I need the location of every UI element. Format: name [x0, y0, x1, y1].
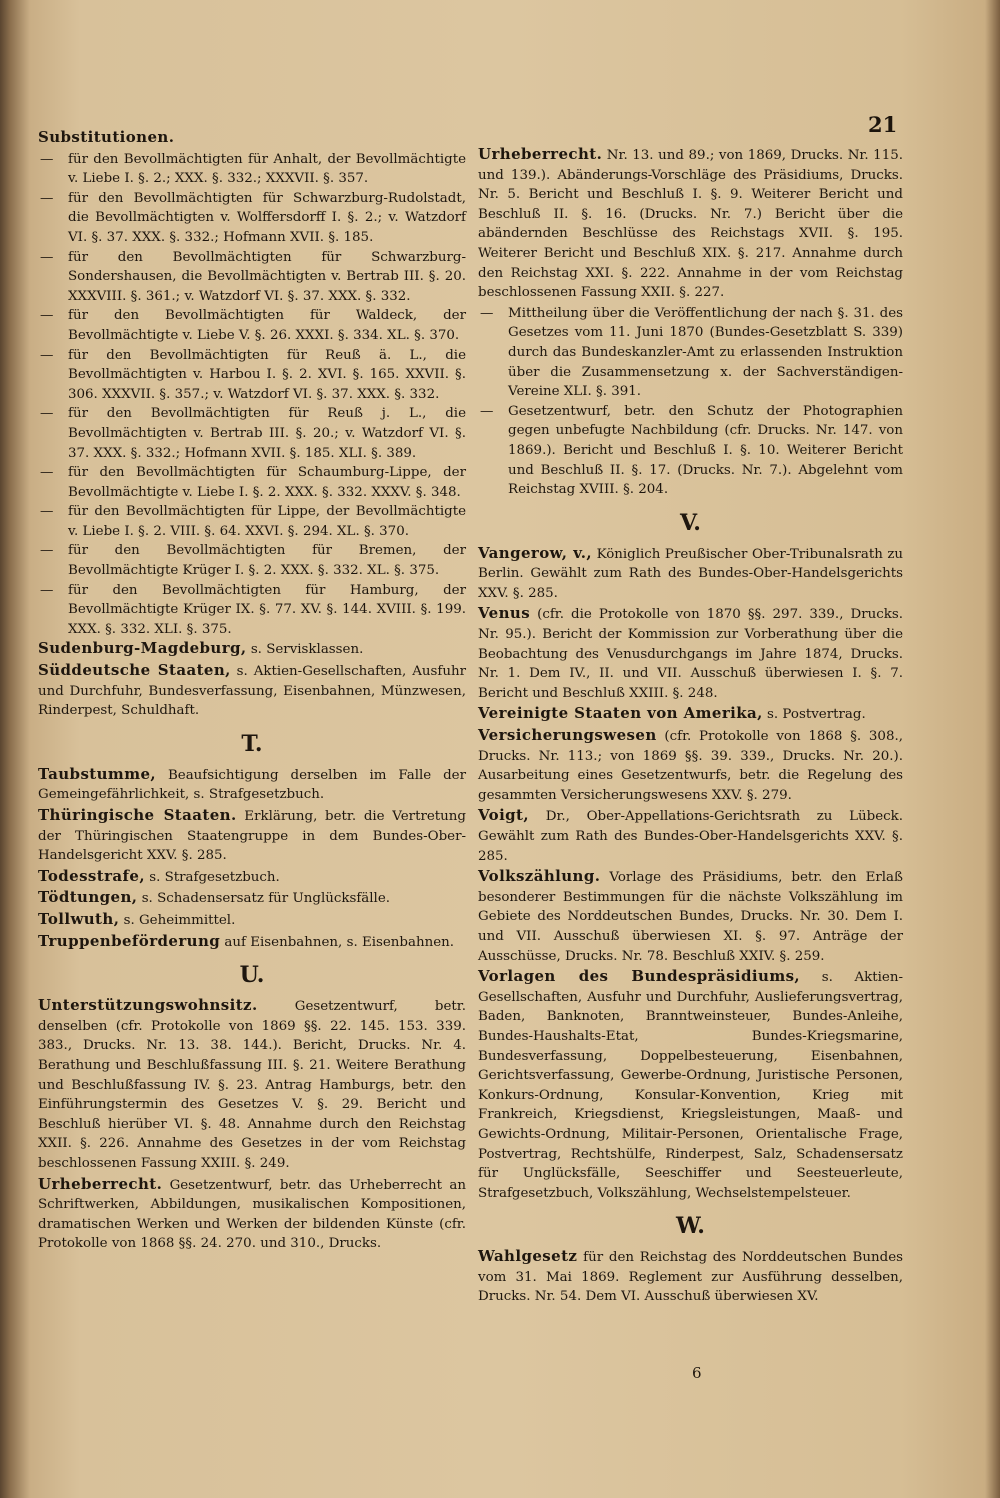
entry-headword: Vorlagen des Bundespräsidiums,	[478, 967, 801, 986]
index-entry	[38, 128, 466, 149]
subentry-dash: —	[40, 465, 54, 481]
entry-text: (cfr. die Protokolle von 1870 §§. 297. 339., Drucks. Nr. 95.). Bericht der Kommission zur Vorberathung über die Beobachtung des Venusdurchgangs im Jahre 1874, Drucks. Nr. 1. Dem IV., II. und VII. Ausschuß überwiesen I. §. 7. Bericht und Beschluß XXIII. §. 248.	[478, 607, 903, 701]
entry-text: s. Postvertrag.	[767, 707, 866, 723]
index-entry	[38, 888, 466, 909]
subentry-text: für den Bevollmächtigten für Lippe, der Bevollmächtigte v. Liebe I. §. 2. VIII. §. 64. XXVI. §. 294. XL. §. 370.	[68, 504, 466, 539]
entry-headword: Voigt,	[478, 806, 530, 825]
entry-headword: Versicherungswesen	[478, 726, 657, 745]
subentry-dash: —	[40, 347, 54, 363]
index-subentry	[40, 502, 466, 541]
subentry-dash: —	[40, 582, 54, 598]
entry-headword: Tödtungen,	[38, 888, 138, 907]
entry-headword: Tollwuth,	[38, 909, 120, 928]
index-subentry	[40, 581, 466, 640]
entry-text: auf Eisenbahnen, s. Eisenbahnen.	[224, 934, 455, 950]
subentry-text: für den Bevollmächtigten für Bremen, der Bevollmächtigte Krüger I. §. 2. XXX. §. 332. XL. §. 375.	[68, 543, 466, 579]
section-letter-heading: V.	[680, 509, 701, 536]
entry-text: Dr., Ober-Appellations-Gerichtsrath zu Lübeck. Gewählt zum Rath des Bundes-Ober-Handelsgerichts XXV. §. 285.	[478, 809, 903, 864]
entry-headword: Taubstumme,	[38, 764, 157, 783]
subentry-text: für den Bevollmächtigten für Schwarzburg-Rudolstadt, die Bevollmächtigten v. Wolffersdorff I. §. 2.; v. Watzdorf VI. §. 37. XXX. §. 332.; Hofmann XVII. §. 185.	[68, 190, 466, 245]
index-entry	[38, 806, 466, 866]
index-subentry	[40, 150, 466, 189]
index-entry	[478, 704, 903, 725]
entry-text: s. Strafgesetzbuch.	[149, 869, 280, 885]
subentry-dash: —	[40, 190, 54, 206]
entry-text: Vorlage des Präsidiums, betr. den Erlaß besonderer Bestimmungen für die nächste Volkszählung im Gebiete des Norddeutschen Bundes, Drucks. Nr. 30. Dem I. und VII. Ausschuß überwiesen XI. §. 97. Anträge der Ausschüsse, Drucks. Nr. 78. Beschluß XXIV. §. 259.	[478, 870, 903, 964]
index-subentry	[40, 189, 466, 248]
page-number: 21	[868, 112, 898, 137]
subentry-text: Gesetzentwurf, betr. den Schutz der Photographien gegen unbefugte Nachbildung (cfr. Drucks. Nr. 147. von 1869.). Bericht und Beschluß I. §. 10. Weiterer Bericht und Beschluß II. §. 17. (Drucks. Nr. 7.). Abgelehnt vom Reichstag XVIII. §. 204.	[508, 403, 903, 498]
subentry-dash: —	[40, 308, 54, 324]
index-subentry	[40, 404, 466, 463]
index-entry	[478, 967, 903, 1203]
entry-text: s. Geheimmittel.	[123, 912, 236, 928]
entry-text: s. Servisklassen.	[250, 642, 364, 658]
subentry-text: Mittheilung über die Veröffentlichung der nach §. 31. des Gesetzes vom 11. Juni 1870 (Bundes-Gesetzblatt S. 339) durch das Bundeskanzler-Amt zu erlassenden Instruktion über die Zusammensetzung x. der Sachverständigen-Vereine XLI. §. 391.	[508, 305, 903, 400]
entry-headword: Süddeutsche Staaten,	[38, 661, 231, 680]
subentry-text: für den Bevollmächtigten für Hamburg, der Bevollmächtigte Krüger IX. §. 77. XV. §. 144. XVIII. §. 199. XXX. §. 332. XLI. §. 375.	[68, 582, 466, 637]
index-entry	[38, 910, 466, 931]
index-entry	[38, 867, 466, 888]
index-entry	[38, 1175, 466, 1254]
index-entry	[38, 639, 466, 660]
index-entry	[38, 932, 466, 953]
subentry-dash: —	[40, 406, 54, 422]
entry-text: (cfr. Protokolle von 1868 §. 308., Drucks. Nr. 113.; von 1869 §§. 39. 339., Drucks. Nr. 20.). Ausarbeitung eines Gesetzentwurfs, betr. die Regelung des gesammten Versicherungswesens XXV. §. 279.	[478, 729, 903, 803]
index-entry	[38, 996, 466, 1173]
index-entry	[478, 145, 903, 303]
index-entry	[38, 765, 466, 805]
entry-headword: Vangerow, v.,	[478, 543, 593, 562]
entry-headword: Thüringische Staaten.	[38, 806, 237, 824]
index-entry	[38, 661, 466, 721]
index-subentry	[40, 463, 466, 502]
index-subentry	[40, 248, 466, 307]
subentry-dash: —	[480, 403, 494, 419]
entry-text: Gesetzentwurf, betr. das Urheberrecht an Schriftwerken, Abbildungen, musikalischen Kompositionen, dramatischen Werken und Werken der bildenden Künste (cfr. Protokolle von 1868 §§. 24. 270. und 310., Drucks.	[38, 1177, 466, 1252]
entry-text: Königlich Preußischer Ober-Tribunalsrath zu Berlin. Gewählt zum Rath des Bundes-Ober-Handelsgerichts XXV. §. 285.	[478, 546, 903, 601]
index-subentry	[480, 402, 903, 500]
subentry-text: für den Bevollmächtigten für Reuß ä. L., die Bevollmächtigten v. Harbou I. §. 2. XVI. §. 165. XXVII. §. 306. XXXVII. §. 357.; v. Watzdorf VI. §. 37. XXX. §. 332.	[68, 347, 466, 402]
entry-headword: Urheberrecht.	[478, 145, 603, 163]
entry-headword: Substitutionen.	[38, 128, 175, 146]
entry-headword: Todesstrafe,	[38, 866, 145, 885]
signature-mark: 6	[692, 1364, 702, 1382]
index-entry	[478, 726, 903, 805]
index-subentry	[40, 306, 466, 345]
subentry-text: für den Bevollmächtigten für Schaumburg-Lippe, der Bevollmächtigte v. Liebe I. §. 2. XXX. §. 332. XXXV. §. 348.	[68, 465, 466, 500]
index-subentry	[480, 304, 903, 402]
section-letter-heading: U.	[239, 962, 265, 989]
index-entry	[478, 806, 903, 866]
entry-text: für den Reichstag des Norddeutschen Bundes vom 31. Mai 1869. Reglement zur Ausführung desselben, Drucks. Nr. 54. Dem VI. Ausschuß überwiesen XV.	[478, 1250, 903, 1305]
entry-headword: Wahlgesetz	[478, 1247, 578, 1266]
subentry-dash: —	[480, 305, 494, 321]
entry-text: Beaufsichtigung derselben im Falle der Gemeingefährlichkeit, s. Strafgesetzbuch.	[38, 767, 466, 803]
entry-text: Gesetzentwurf, betr. denselben (cfr. Protokolle von 1869 §§. 22. 145. 153. 339. 383., Drucks. Nr. 13. 38. 144.). Bericht, Drucks. Nr. 4. Berathung und Beschlußfassung III. §. 21. Weitere Berathung und Beschlußfassung IV. §. 23. Antrag Hamburgs, betr. den Einführungstermin des Gesetzes V. §. 29. Bericht und Beschluß hierüber VI. §. 48. Annahme durch den Reichstag XXII. §. 226. Annahme des Gesetzes in der vom Reichstag beschlossenen Fassung XXIII. §. 249.	[38, 999, 466, 1171]
subentry-text: für den Bevollmächtigten für Anhalt, der Bevollmächtigte v. Liebe I. §. 2.; XXX. §. 332.; XXXVII. §. 357.	[68, 151, 466, 187]
entry-text: s. Schadensersatz für Unglücksfälle.	[141, 891, 391, 907]
section-letter-heading: T.	[241, 730, 263, 757]
entry-text: Erklärung, betr. die Vertretung der Thüringischen Staatengruppe in dem Bundes-Ober-Handelsgericht XXV. §. 285.	[38, 809, 466, 864]
entry-headword: Volkszählung.	[478, 867, 601, 886]
entry-headword: Venus	[478, 604, 531, 623]
subentry-dash: —	[40, 151, 54, 167]
entry-text: s. Aktien-Gesellschaften, Ausfuhr und Durchfuhr, Bundesverfassung, Eisenbahnen, Münzwesen, Rinderpest, Schuldhaft.	[38, 664, 466, 719]
section-letter-heading: W.	[676, 1213, 705, 1240]
index-subentry	[40, 346, 466, 405]
entry-headword: Truppenbeförderung	[38, 931, 221, 950]
subentry-dash: —	[40, 249, 54, 265]
subentry-dash: —	[40, 504, 54, 520]
index-entry	[478, 867, 903, 966]
right-column	[478, 145, 903, 1308]
index-entry	[478, 604, 903, 703]
left-column	[38, 128, 466, 1255]
index-subentry	[40, 541, 466, 580]
entry-text: s. Aktien-Gesellschaften, Ausfuhr und Durchfuhr, Auslieferungsvertrag, Baden, Banknoten, Branntweinsteuer, Bundes-Anleihe, Bundes-Haushalts-Etat, Bundes-Kriegsmarine, Bundesverfassung, Doppelbesteuerung, Eisenbahnen, Gerichtsverfassung, Gewerbe-Ordnung, Juristische Personen, Konkurs-Ordnung, Konsular-Konvention, Krieg mit Frankreich, Kriegsdienst, Kriegsleistungen, Maaß- und Gewichts-Ordnung, Militair-Personen, Orientalische Frage, Postvertrag, Rechtshülfe, Rinderpest, Salz, Schadensersatz für Unglücksfälle, Seeschiffer und Seesteuerleute, Strafgesetzbuch, Volkszählung, Wechselstempelsteuer.	[478, 970, 903, 1201]
subentry-text: für den Bevollmächtigten für Waldeck, der Bevollmächtigte v. Liebe V. §. 26. XXXI. §. 334. XL. §. 370.	[68, 308, 466, 343]
entry-headword: Unterstützungswohnsitz.	[38, 996, 258, 1015]
entry-text: Nr. 13. und 89.; von 1869, Drucks. Nr. 115. und 139.). Abänderungs-Vorschläge des Präsidiums, Drucks. Nr. 5. Bericht und Beschluß I. §. 9. Weiterer Bericht und Beschluß II. §. 16. (Drucks. Nr. 7.) Bericht über die abändernden Beschlüsse des Reichstags XVII. §. 195. Weiterer Bericht und Beschluß XIX. §. 217. Annahme durch den Reichstag XXI. §. 222. Annahme in der vom Reichstag beschlossenen Fassung XXII. §. 227.	[478, 148, 903, 301]
subentry-dash: —	[40, 543, 54, 559]
entry-headword: Vereinigte Staaten von Amerika,	[478, 704, 763, 723]
index-entry	[478, 1247, 903, 1307]
entry-headword: Sudenburg-Magdeburg,	[38, 639, 247, 658]
entry-headword: Urheberrecht.	[38, 1174, 163, 1193]
subentry-text: für den Bevollmächtigten für Reuß j. L., die Bevollmächtigten v. Bertrab III. §. 20.; v. Watzdorf VI. §. 37. XXX. §. 332.; Hofmann XVII. §. 185. XLI. §. 389.	[68, 406, 466, 461]
subentry-text: für den Bevollmächtigten für Schwarzburg-Sondershausen, die Bevollmächtigten v. Bertrab III. §. 20. XXXVIII. §. 361.; v. Watzdorf VI. §. 37. XXX. §. 332.	[68, 249, 466, 304]
index-entry	[478, 544, 903, 604]
